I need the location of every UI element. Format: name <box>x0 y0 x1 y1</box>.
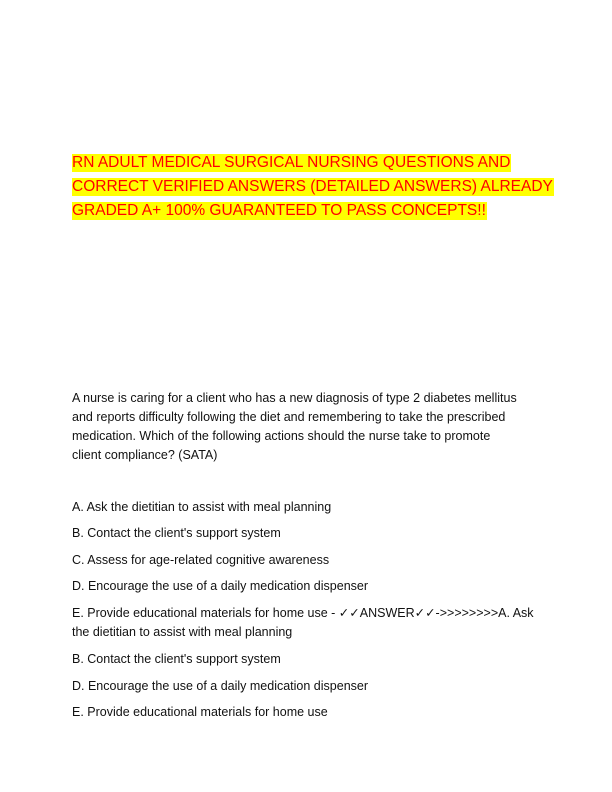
document-title <box>72 151 553 223</box>
answer-line: E. Provide educational materials for home use - ✓✓ANSWER✓✓->>>>>>>>A. Ask <box>72 606 534 620</box>
title-line: GRADED A+ 100% GUARANTEED TO PASS CONCEPTS!! <box>72 202 486 219</box>
answer-item-e: E. Provide educational materials for home use <box>72 705 328 719</box>
answer-item-d: D. Encourage the use of a daily medication dispenser <box>72 679 369 693</box>
question-line: and reports difficulty following the diet and remembering to take the prescribed <box>72 410 506 424</box>
question-line: client compliance? (SATA) <box>72 448 218 462</box>
question-line: medication. Which of the following actions should the nurse take to promote <box>72 429 491 443</box>
option-c: C. Assess for age-related cognitive awareness <box>72 553 330 567</box>
option-a: A. Ask the dietitian to assist with meal planning <box>72 500 332 514</box>
answer-line: the dietitian to assist with meal planning <box>72 625 293 639</box>
question-text <box>72 389 542 465</box>
answer-intro <box>72 604 552 642</box>
option-b: B. Contact the client's support system <box>72 526 281 540</box>
answer-item-b: B. Contact the client's support system <box>72 652 281 666</box>
title-line: RN ADULT MEDICAL SURGICAL NURSING QUESTIONS AND <box>72 154 511 171</box>
option-d: D. Encourage the use of a daily medication dispenser <box>72 579 369 593</box>
title-line: CORRECT VERIFIED ANSWERS (DETAILED ANSWERS) ALREADY <box>72 178 553 195</box>
question-line: A nurse is caring for a client who has a new diagnosis of type 2 diabetes mellitus <box>72 391 517 405</box>
